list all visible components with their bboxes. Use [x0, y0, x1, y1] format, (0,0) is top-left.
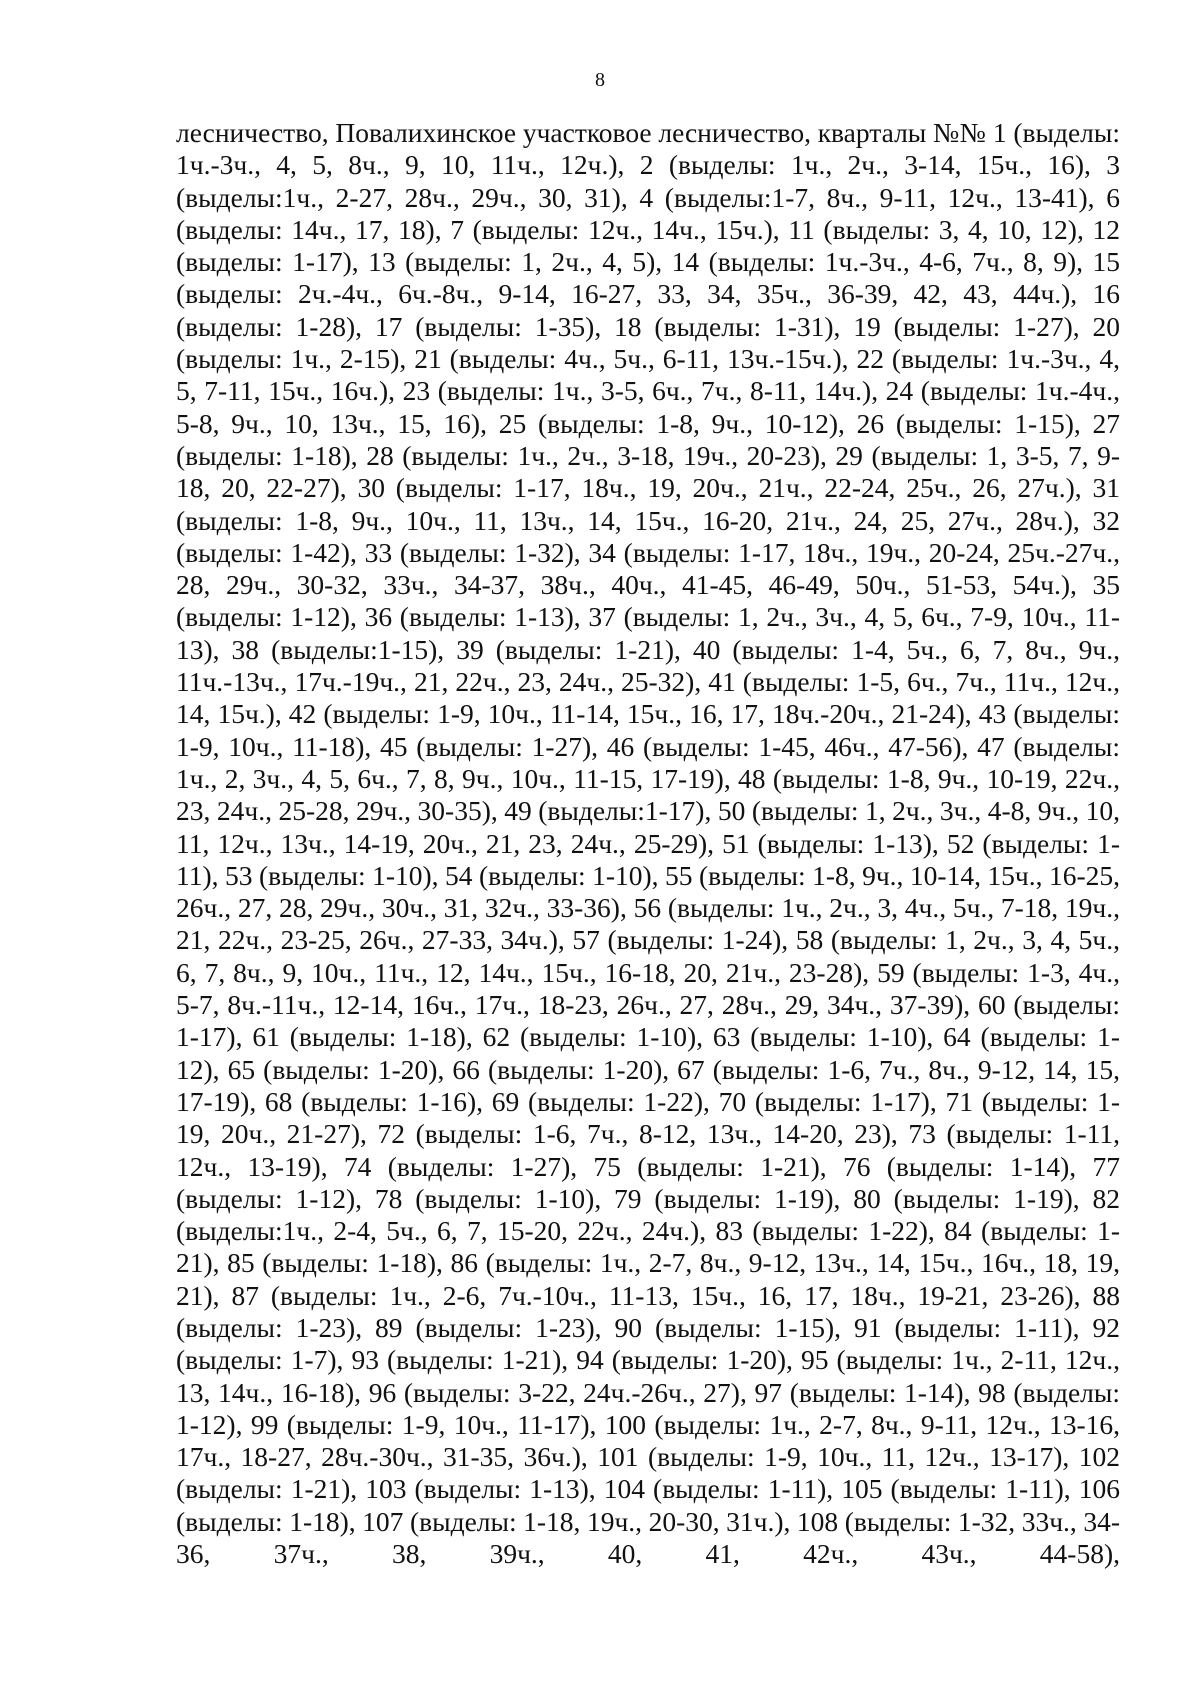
page-number: 8: [595, 69, 605, 91]
body-paragraph: лесничество, Повалихинское участковое лесничество, кварталы №№ 1 (выделы: 1ч.-3ч., 4, 5, 8ч., 9, 10, 11ч., 12ч.), 2 (выделы: 1ч., 2ч., 3-14, 15ч., 16), 3 (выделы:1ч., 2-27, 28ч., 29ч., 30, 31), 4 (выделы:1-7, 8ч., 9-11, 12ч., 13-41), 6 (выделы: 14ч., 17, 18), 7 (выделы: 12ч., 14ч., 15ч.), 11 (выделы: 3, 4, 10, 12), 12 (выделы: 1-17), 13 (выделы: 1, 2ч., 4, 5), 14 (выделы: 1ч.-3ч., 4-6, 7ч., 8, 9), 15 (выделы: 2ч.-4ч., 6ч.-8ч., 9-14, 16-27, 33, 34, 35ч., 36-39, 42, 43, 44ч.), 16 (выделы: 1-28), 17 (выделы: 1-35), 18 (выделы: 1-31), 19 (выделы: 1-27), 20 (выделы: 1ч., 2-15), 21 (выделы: 4ч., 5ч., 6-11, 13ч.-15ч.), 22 (выделы: 1ч.-3ч., 4, 5, 7-11, 15ч., 16ч.), 23 (выделы: 1ч., 3-5, 6ч., 7ч., 8-11, 14ч.), 24 (выделы: 1ч.-4ч., 5-8, 9ч., 10, 13ч., 15, 16), 25 (выделы: 1-8, 9ч., 10-12), 26 (выделы: 1-15), 27 (выделы: 1-18), 28 (выделы: 1ч., 2ч., 3-18, 19ч., 20-23), 29 (выделы: 1, 3-5, 7, 9-18, 20, 22-27), 30 (выделы: 1-17, 18ч., 19, 20ч., 21ч., 22-24, 25ч., 26, 27ч.), 31 (выделы: 1-8, 9ч., 10ч., 11, 13ч., 14, 15ч., 16-20, 21ч., 24, 25, 27ч., 28ч.), 32 (выделы: 1-42), 33 (выделы: 1-32), 34 (выделы: 1-17, 18ч., 19ч., 20-24, 25ч.-27ч., 28, 29ч., 30-32, 33ч., 34-37, 38ч., 40ч., 41-45, 46-49, 50ч., 51-53, 54ч.), 35 (выделы: 1-12), 36 (выделы: 1-13), 37 (выделы: 1, 2ч., 3ч., 4, 5, 6ч., 7-9, 10ч., 11-13), 38 (выделы:1-15), 39 (выделы: 1-21), 40 (выделы: 1-4, 5ч., 6, 7, 8ч., 9ч., 11ч.-13ч., 17ч.-19ч., 21, 22ч., 23, 24ч., 25-32), 41 (выделы: 1-5, 6ч., 7ч., 11ч., 12ч., 14, 15ч.), 42 (выделы: 1-9, 10ч., 11-14, 15ч., 16, 17, 18ч.-20ч., 21-24), 43 (выделы: 1-9, 10ч., 11-18), 45 (выделы: 1-27), 46 (выделы: 1-45, 46ч., 47-56), 47 (выделы: 1ч., 2, 3ч., 4, 5, 6ч., 7, 8, 9ч., 10ч., 11-15, 17-19), 48 (выделы: 1-8, 9ч., 10-19, 22ч., 23, 24ч., 25-28, 29ч., 30-35), 49 (выделы:1-17), 50 (выделы: 1, 2ч., 3ч., 4-8, 9ч., 10, 11, 12ч., 13ч., 14-19, 20ч., 21, 23, 24ч., 25-29), 51 (выделы: 1-13), 52 (выделы: 1-11), 53 (выделы: 1-10), 54 (выделы: 1-10), 55 (выделы: 1-8, 9ч., 10-14, 15ч., 16-25, 26ч., 27, 28, 29ч., 30ч., 31, 32ч., 33-36), 56 (выделы: 1ч., 2ч., 3, 4ч., 5ч., 7-18, 19ч., 21, 22ч., 23-25, 26ч., 27-33, 34ч.), 57 (выделы: 1-24), 58 (выделы: 1, 2ч., 3, 4, 5ч., 6, 7, 8ч., 9, 10ч., 11ч., 12, 14ч., 15ч., 16-18, 20, 21ч., 23-28), 59 (выделы: 1-3, 4ч., 5-7, 8ч.-11ч., 12-14, 16ч., 17ч., 18-23, 26ч., 27, 28ч., 29, 34ч., 37-39), 60 (выделы: 1-17), 61 (выделы: 1-18), 62 (выделы: 1-10), 63 (выделы: 1-10), 64 (выделы: 1-12), 65 (выделы: 1-20), 66 (выделы: 1-20), 67 (выделы: 1-6, 7ч., 8ч., 9-12, 14, 15, 17-19), 68 (выделы: 1-16), 69 (выделы: 1-22), 70 (выделы: 1-17), 71 (выделы: 1-19, 20ч., 21-27), 72 (выделы: 1-6, 7ч., 8-12, 13ч., 14-20, 23), 73 (выделы: 1-11, 12ч., 13-19), 74 (выделы: 1-27), 75 (выделы: 1-21), 76 (выделы: 1-14), 77 (выделы: 1-12), 78 (выделы: 1-10), 79 (выделы: 1-19), 80 (выделы: 1-19), 82 (выделы:1ч., 2-4, 5ч., 6, 7, 15-20, 22ч., 24ч.), 83 (выделы: 1-22), 84 (выделы: 1-21), 85 (выделы: 1-18), 86 (выделы: 1ч., 2-7, 8ч., 9-12, 13ч., 14, 15ч., 16ч., 18, 19, 21), 87 (выделы: 1ч., 2-6, 7ч.-10ч., 11-13, 15ч., 16, 17, 18ч., 19-21, 23-26), 88 (выделы: 1-23), 89 (выделы: 1-23), 90 (выделы: 1-15), 91 (выделы: 1-11), 92 (выделы: 1-7), 93 (выделы: 1-21), 94 (выделы: 1-20), 95 (выделы: 1ч., 2-11, 12ч., 13, 14ч., 16-18), 96 (выделы: 3-22, 24ч.-26ч., 27), 97 (выделы: 1-14), 98 (выделы: 1-12), 99 (выделы: 1-9, 10ч., 11-17), 100 (выделы: 1ч., 2-7, 8ч., 9-11, 12ч., 13-16, 17ч., 18-27, 28ч.-30ч., 31-35, 36ч.), 101 (выделы: 1-9, 10ч., 11, 12ч., 13-17), 102 (выделы: 1-21), 103 (выделы: 1-13), 104 (выделы: 1-11), 105 (выделы: 1-11), 106 (выделы: 1-18), 107 (выделы: 1-18, 19ч., 20-30, 31ч.), 108 (выделы: 1-32, 33ч., 34-36, 37ч., 38, 39ч., 40, 41, 42ч., 43ч., 44-58),: [176, 117, 1120, 1570]
